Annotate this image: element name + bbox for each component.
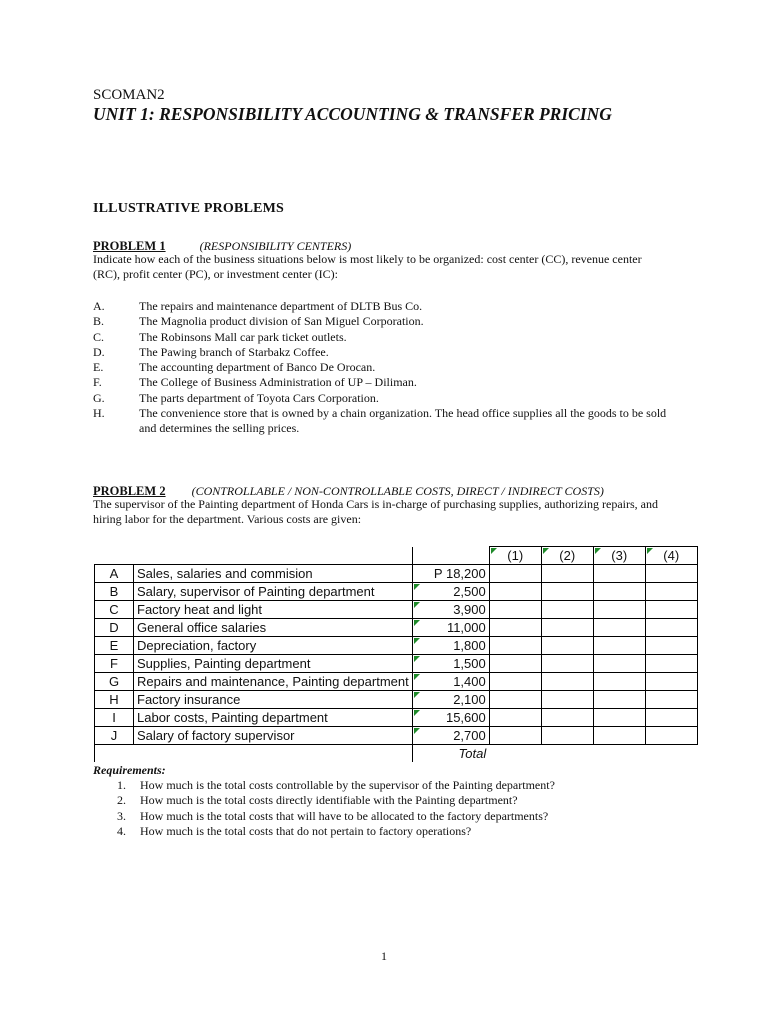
- problem2-subtitle: (CONTROLLABLE / NON-CONTROLLABLE COSTS, DIRECT / INDIRECT COSTS): [191, 484, 604, 498]
- row-letter: E: [95, 637, 134, 655]
- answer-cell[interactable]: [541, 673, 593, 691]
- cost-table: [94, 546, 698, 762]
- list-item: B. The Magnolia product division of San Miguel Corporation.: [93, 314, 424, 329]
- problem1-subtitle: (RESPONSIBILITY CENTERS): [199, 239, 352, 253]
- row-description: Labor costs, Painting department: [134, 709, 413, 727]
- row-description: Supplies, Painting department: [134, 655, 413, 673]
- answer-cell[interactable]: [593, 727, 645, 745]
- list-item: H. The convenience store that is owned by a chain organization. The head office supplies all the goods to be sold and determines the selling prices.: [93, 406, 667, 436]
- row-description: Factory insurance: [134, 691, 413, 709]
- answer-cell[interactable]: [645, 727, 697, 745]
- list-item: G. The parts department of Toyota Cars Corporation.: [93, 390, 379, 405]
- answer-cell[interactable]: [593, 709, 645, 727]
- answer-cell[interactable]: [489, 601, 541, 619]
- row-amount: P 18,200: [412, 565, 489, 583]
- problem2-instructions: The supervisor of the Painting department of Honda Cars is in-charge of purchasing supplies, authorizing repairs, and hiring labor for the department. Various costs are given:: [93, 497, 658, 526]
- row-amount: 1,500: [412, 655, 489, 673]
- answer-cell[interactable]: [645, 673, 697, 691]
- answer-cell[interactable]: [541, 601, 593, 619]
- row-description: General office salaries: [134, 619, 413, 637]
- table-header-row: [95, 547, 698, 565]
- row-letter: D: [95, 619, 134, 637]
- row-description: Salary of factory supervisor: [134, 727, 413, 745]
- answer-cell[interactable]: [541, 637, 593, 655]
- answer-cell[interactable]: [645, 619, 697, 637]
- answer-cell[interactable]: [645, 601, 697, 619]
- problem2-label: PROBLEM 2: [93, 484, 166, 498]
- answer-cell[interactable]: [489, 727, 541, 745]
- answer-cell[interactable]: [541, 655, 593, 673]
- table-total-row: [95, 745, 698, 763]
- row-letter: F: [95, 655, 134, 673]
- table-row: [95, 565, 698, 583]
- answer-cell[interactable]: [645, 655, 697, 673]
- answer-cell[interactable]: [593, 655, 645, 673]
- answer-cell[interactable]: [489, 655, 541, 673]
- answer-cell[interactable]: [593, 691, 645, 709]
- unit-title: UNIT 1: RESPONSIBILITY ACCOUNTING & TRANSFER PRICING: [93, 104, 612, 124]
- row-description: Repairs and maintenance, Painting department: [134, 673, 413, 691]
- answer-cell[interactable]: [489, 673, 541, 691]
- row-description: Sales, salaries and commision: [134, 565, 413, 583]
- answer-cell[interactable]: [645, 583, 697, 601]
- table-row: [95, 655, 698, 673]
- answer-cell[interactable]: [645, 565, 697, 583]
- row-amount: 15,600: [412, 709, 489, 727]
- row-amount: 11,000: [412, 619, 489, 637]
- problem1-instructions: Indicate how each of the business situations below is most likely to be organized: cost center (CC), revenue center (RC), profit center (PC), or investment center (IC):: [93, 252, 642, 281]
- answer-cell[interactable]: [593, 601, 645, 619]
- row-amount: 2,700: [412, 727, 489, 745]
- row-letter: B: [95, 583, 134, 601]
- list-item: E. The accounting department of Banco De Orocan.: [93, 360, 376, 375]
- row-letter: H: [95, 691, 134, 709]
- total-label: Total: [412, 745, 489, 763]
- list-item: A. The repairs and maintenance department of DLTB Bus Co.: [93, 299, 423, 313]
- row-description: Depreciation, factory: [134, 637, 413, 655]
- answer-cell[interactable]: [541, 709, 593, 727]
- problem1-list: [93, 299, 673, 437]
- answer-cell[interactable]: [541, 565, 593, 583]
- answer-cell[interactable]: [593, 565, 645, 583]
- table-row: [95, 727, 698, 745]
- answer-cell[interactable]: [645, 709, 697, 727]
- answer-cell[interactable]: [593, 673, 645, 691]
- course-code: SCOMAN2: [93, 87, 165, 103]
- row-letter: A: [95, 565, 134, 583]
- row-amount: 2,500: [412, 583, 489, 601]
- table-row: [95, 601, 698, 619]
- row-letter: C: [95, 601, 134, 619]
- table-row: [95, 619, 698, 637]
- section-title: ILLUSTRATIVE PROBLEMS: [93, 201, 285, 216]
- answer-cell[interactable]: [645, 637, 697, 655]
- list-item: D. The Pawing branch of Starbakz Coffee.: [93, 344, 329, 359]
- answer-cell[interactable]: [593, 583, 645, 601]
- row-amount: 1,800: [412, 637, 489, 655]
- answer-cell[interactable]: [593, 619, 645, 637]
- column-header: (1): [489, 547, 541, 565]
- list-item: F. The College of Business Administration of UP – Diliman.: [93, 375, 417, 390]
- answer-cell[interactable]: [489, 691, 541, 709]
- list-item: 2. How much is the total costs directly identifiable with the Painting department?: [117, 793, 518, 808]
- table-row: [95, 583, 698, 601]
- table-row: [95, 637, 698, 655]
- answer-cell[interactable]: [541, 619, 593, 637]
- row-letter: J: [95, 727, 134, 745]
- row-letter: I: [95, 709, 134, 727]
- list-item: 3. How much is the total costs that will have to be allocated to the factory departments?: [117, 808, 549, 823]
- answer-cell[interactable]: [489, 619, 541, 637]
- row-letter: G: [95, 673, 134, 691]
- answer-cell[interactable]: [489, 565, 541, 583]
- table-row: [95, 709, 698, 727]
- list-item: 4. How much is the total costs that do not pertain to factory operations?: [117, 823, 472, 838]
- list-item: C. The Robinsons Mall car park ticket outlets.: [93, 329, 347, 344]
- answer-cell[interactable]: [541, 691, 593, 709]
- row-description: Factory heat and light: [134, 601, 413, 619]
- list-item: 1. How much is the total costs controllable by the supervisor of the Painting department?: [117, 778, 555, 792]
- row-amount: 2,100: [412, 691, 489, 709]
- table-row: [95, 691, 698, 709]
- answer-cell[interactable]: [645, 691, 697, 709]
- table-row: [95, 673, 698, 691]
- row-description: Salary, supervisor of Painting department: [134, 583, 413, 601]
- column-header: (3): [593, 547, 645, 565]
- answer-cell[interactable]: [489, 583, 541, 601]
- column-header: (2): [541, 547, 593, 565]
- page-number: 1: [381, 949, 387, 963]
- answer-cell[interactable]: [489, 709, 541, 727]
- answer-cell[interactable]: [489, 637, 541, 655]
- requirements-list: [117, 778, 555, 839]
- answer-cell[interactable]: [541, 583, 593, 601]
- answer-cell[interactable]: [593, 637, 645, 655]
- problem1-label: PROBLEM 1: [93, 239, 166, 253]
- column-header: (4): [645, 547, 697, 565]
- row-amount: 1,400: [412, 673, 489, 691]
- row-amount: 3,900: [412, 601, 489, 619]
- answer-cell[interactable]: [541, 727, 593, 745]
- requirements-heading: Requirements:: [93, 763, 166, 777]
